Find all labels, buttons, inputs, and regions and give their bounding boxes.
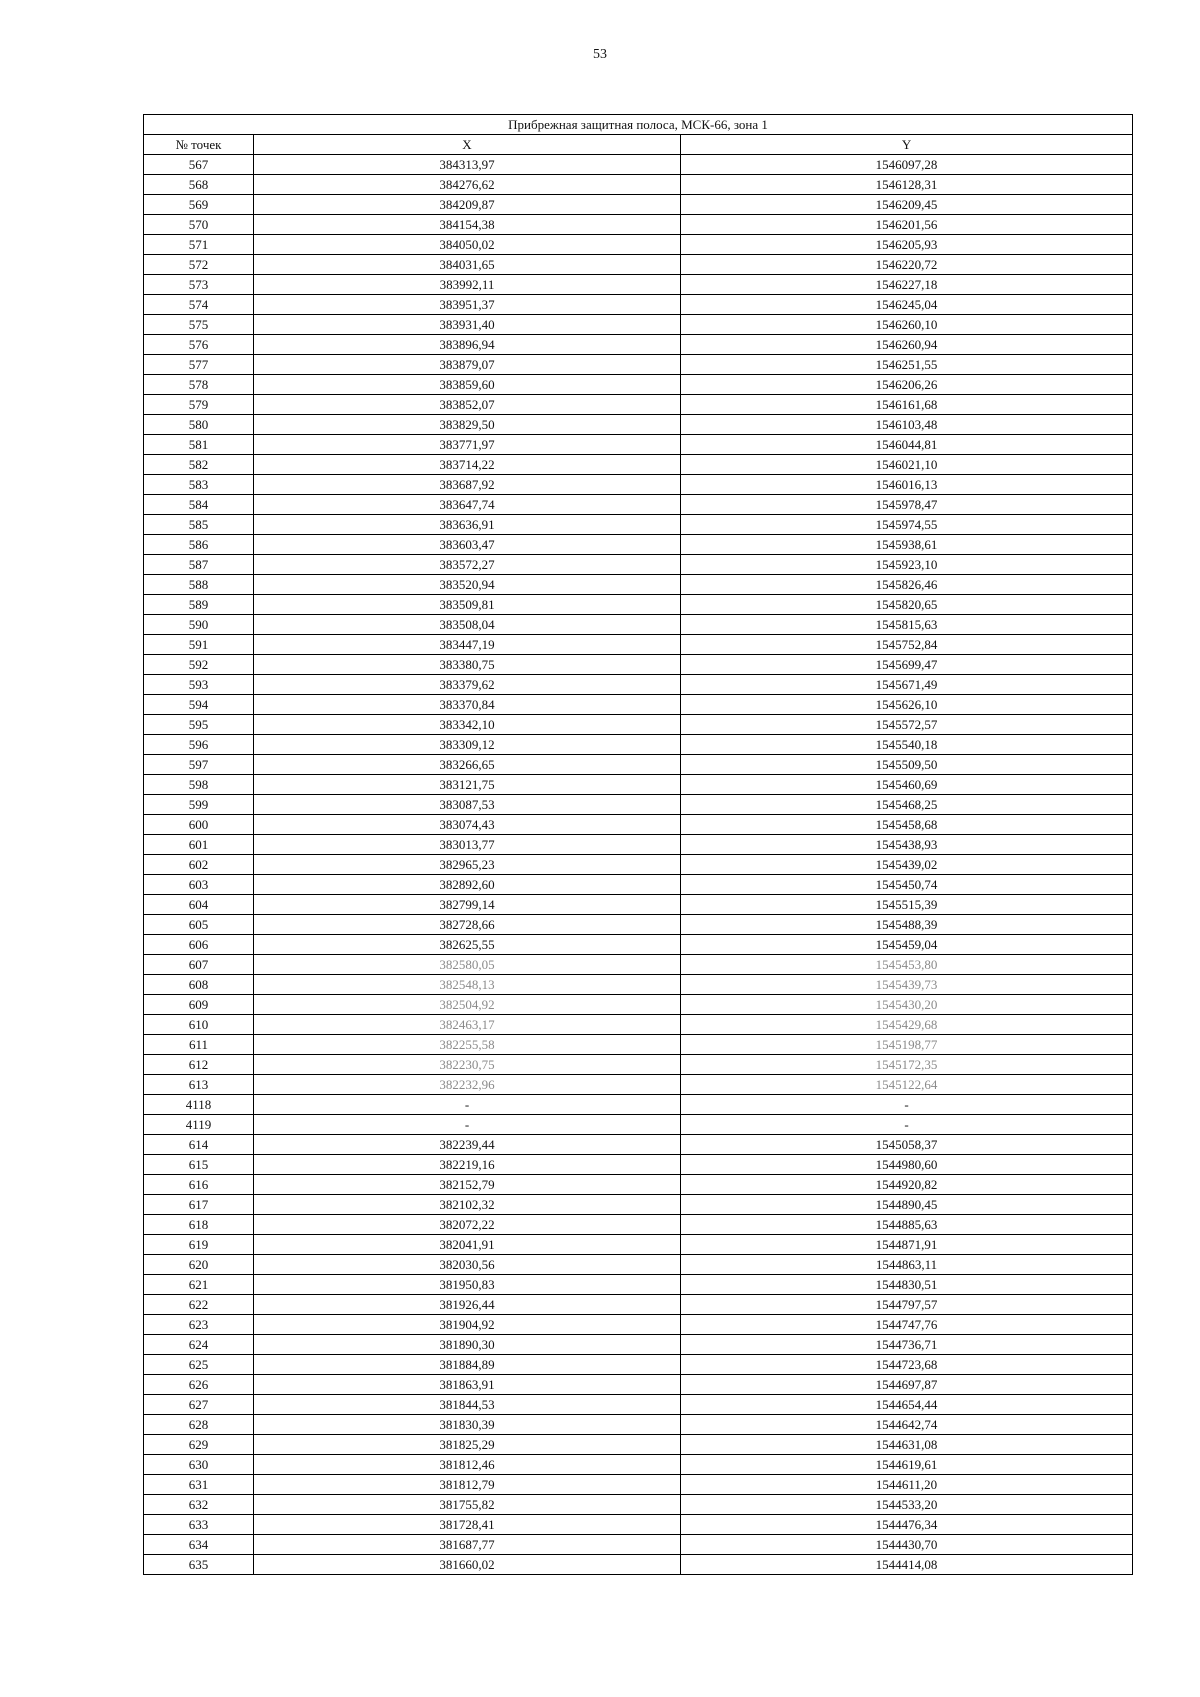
x-coordinate-cell: 381863,91: [254, 1375, 681, 1395]
y-coordinate-cell: 1544414,08: [681, 1555, 1133, 1575]
x-coordinate-cell: 382463,17: [254, 1015, 681, 1035]
y-coordinate-cell: 1544980,60: [681, 1155, 1133, 1175]
point-number-cell: 621: [144, 1275, 254, 1295]
table-row: [144, 1115, 1133, 1135]
point-number-cell: 588: [144, 575, 254, 595]
table-row: [144, 1555, 1133, 1575]
point-number-cell: 624: [144, 1335, 254, 1355]
table-row: [144, 695, 1133, 715]
table-row: [144, 335, 1133, 355]
table-row: [144, 955, 1133, 975]
point-number-cell: 606: [144, 935, 254, 955]
y-coordinate-cell: 1546251,55: [681, 355, 1133, 375]
table-row: [144, 375, 1133, 395]
x-coordinate-cell: 383714,22: [254, 455, 681, 475]
table-row: [144, 1315, 1133, 1335]
y-coordinate-cell: 1544619,61: [681, 1455, 1133, 1475]
point-number-cell: 597: [144, 755, 254, 775]
x-coordinate-cell: 382548,13: [254, 975, 681, 995]
x-coordinate-cell: 382504,92: [254, 995, 681, 1015]
point-number-cell: 614: [144, 1135, 254, 1155]
point-number-cell: 577: [144, 355, 254, 375]
table-row: [144, 975, 1133, 995]
point-number-cell: 613: [144, 1075, 254, 1095]
x-coordinate-cell: 381812,46: [254, 1455, 681, 1475]
x-coordinate-cell: 383879,07: [254, 355, 681, 375]
y-coordinate-cell: 1545430,20: [681, 995, 1133, 1015]
y-coordinate-cell: 1545439,73: [681, 975, 1133, 995]
point-number-cell: 579: [144, 395, 254, 415]
point-number-cell: 627: [144, 1395, 254, 1415]
table-row: [144, 1435, 1133, 1455]
y-coordinate-cell: 1546220,72: [681, 255, 1133, 275]
y-coordinate-cell: 1546161,68: [681, 395, 1133, 415]
x-coordinate-cell: 383931,40: [254, 315, 681, 335]
point-number-cell: 576: [144, 335, 254, 355]
table-row: [144, 895, 1133, 915]
y-coordinate-cell: 1544747,76: [681, 1315, 1133, 1335]
coordinates-table: [143, 114, 1133, 1575]
point-number-cell: 581: [144, 435, 254, 455]
y-coordinate-cell: 1544642,74: [681, 1415, 1133, 1435]
point-number-cell: 594: [144, 695, 254, 715]
y-coordinate-cell: 1544631,08: [681, 1435, 1133, 1455]
table-row: [144, 535, 1133, 555]
x-coordinate-cell: 383342,10: [254, 715, 681, 735]
table-row: [144, 515, 1133, 535]
y-coordinate-cell: 1545923,10: [681, 555, 1133, 575]
point-number-cell: 615: [144, 1155, 254, 1175]
table-row: [144, 1075, 1133, 1095]
table-row: [144, 1495, 1133, 1515]
y-coordinate-cell: 1544830,51: [681, 1275, 1133, 1295]
x-coordinate-cell: 381844,53: [254, 1395, 681, 1415]
y-coordinate-cell: 1546097,28: [681, 155, 1133, 175]
x-coordinate-cell: 381660,02: [254, 1555, 681, 1575]
x-coordinate-cell: 383992,11: [254, 275, 681, 295]
point-number-cell: 601: [144, 835, 254, 855]
y-coordinate-cell: 1545699,47: [681, 655, 1133, 675]
table-row: [144, 1035, 1133, 1055]
point-number-cell: 4119: [144, 1115, 254, 1135]
y-coordinate-cell: 1545429,68: [681, 1015, 1133, 1035]
table-row: [144, 475, 1133, 495]
table-row: [144, 435, 1133, 455]
x-coordinate-cell: 381884,89: [254, 1355, 681, 1375]
x-coordinate-cell: 383636,91: [254, 515, 681, 535]
x-coordinate-cell: 381830,39: [254, 1415, 681, 1435]
table-row: [144, 555, 1133, 575]
x-coordinate-cell: 382255,58: [254, 1035, 681, 1055]
y-coordinate-cell: 1546201,56: [681, 215, 1133, 235]
y-coordinate-cell: 1544611,20: [681, 1475, 1133, 1495]
x-coordinate-cell: 383121,75: [254, 775, 681, 795]
y-coordinate-cell: 1545488,39: [681, 915, 1133, 935]
table-row: [144, 1515, 1133, 1535]
y-coordinate-cell: 1546016,13: [681, 475, 1133, 495]
x-coordinate-cell: 382728,66: [254, 915, 681, 935]
point-number-cell: 622: [144, 1295, 254, 1315]
point-number-cell: 590: [144, 615, 254, 635]
table-caption-row: [144, 115, 1133, 135]
point-number-cell: 608: [144, 975, 254, 995]
y-coordinate-cell: 1546260,10: [681, 315, 1133, 335]
table-row: [144, 315, 1133, 335]
y-coordinate-cell: 1544654,44: [681, 1395, 1133, 1415]
y-coordinate-cell: 1544871,91: [681, 1235, 1133, 1255]
point-number-cell: 630: [144, 1455, 254, 1475]
table-row: [144, 295, 1133, 315]
point-number-cell: 589: [144, 595, 254, 615]
y-coordinate-cell: 1546209,45: [681, 195, 1133, 215]
table-row: [144, 675, 1133, 695]
column-header-point-number: № точек: [144, 135, 254, 155]
y-coordinate-cell: 1546128,31: [681, 175, 1133, 195]
point-number-cell: 598: [144, 775, 254, 795]
x-coordinate-cell: 383266,65: [254, 755, 681, 775]
y-coordinate-cell: 1545450,74: [681, 875, 1133, 895]
table-row: [144, 155, 1133, 175]
table-row: [144, 795, 1133, 815]
table-row: [144, 875, 1133, 895]
table-row: [144, 1295, 1133, 1315]
y-coordinate-cell: 1544697,87: [681, 1375, 1133, 1395]
table-row: [144, 1155, 1133, 1175]
x-coordinate-cell: 381687,77: [254, 1535, 681, 1555]
x-coordinate-cell: 381755,82: [254, 1495, 681, 1515]
x-coordinate-cell: 383647,74: [254, 495, 681, 515]
y-coordinate-cell: 1544885,63: [681, 1215, 1133, 1235]
table-row: [144, 775, 1133, 795]
x-coordinate-cell: 383087,53: [254, 795, 681, 815]
x-coordinate-cell: 383572,27: [254, 555, 681, 575]
table-row: [144, 915, 1133, 935]
y-coordinate-cell: 1544723,68: [681, 1355, 1133, 1375]
x-coordinate-cell: 384313,97: [254, 155, 681, 175]
table-body: [144, 155, 1133, 1575]
y-coordinate-cell: 1545058,37: [681, 1135, 1133, 1155]
point-number-cell: 610: [144, 1015, 254, 1035]
y-coordinate-cell: 1546044,81: [681, 435, 1133, 455]
y-coordinate-cell: 1545540,18: [681, 735, 1133, 755]
point-number-cell: 568: [144, 175, 254, 195]
table-row: [144, 395, 1133, 415]
y-coordinate-cell: 1545459,04: [681, 935, 1133, 955]
x-coordinate-cell: 382965,23: [254, 855, 681, 875]
table-row: [144, 1415, 1133, 1435]
y-coordinate-cell: 1545820,65: [681, 595, 1133, 615]
y-coordinate-cell: 1545626,10: [681, 695, 1133, 715]
y-coordinate-cell: 1545515,39: [681, 895, 1133, 915]
point-number-cell: 596: [144, 735, 254, 755]
point-number-cell: 591: [144, 635, 254, 655]
point-number-cell: 603: [144, 875, 254, 895]
point-number-cell: 625: [144, 1355, 254, 1375]
point-number-cell: 604: [144, 895, 254, 915]
table-caption: Прибрежная защитная полоса, МСК-66, зона 1: [144, 115, 1133, 135]
table-row: [144, 175, 1133, 195]
point-number-cell: 629: [144, 1435, 254, 1455]
table-row: [144, 1195, 1133, 1215]
x-coordinate-cell: 382232,96: [254, 1075, 681, 1095]
point-number-cell: 618: [144, 1215, 254, 1235]
table-row: [144, 815, 1133, 835]
point-number-cell: 631: [144, 1475, 254, 1495]
table-row: [144, 1235, 1133, 1255]
x-coordinate-cell: 383074,43: [254, 815, 681, 835]
x-coordinate-cell: 381825,29: [254, 1435, 681, 1455]
table-header-row: [144, 135, 1133, 155]
y-coordinate-cell: -: [681, 1095, 1133, 1115]
point-number-cell: 611: [144, 1035, 254, 1055]
table-row: [144, 275, 1133, 295]
x-coordinate-cell: 382041,91: [254, 1235, 681, 1255]
y-coordinate-cell: 1544890,45: [681, 1195, 1133, 1215]
x-coordinate-cell: 383379,62: [254, 675, 681, 695]
y-coordinate-cell: 1545572,57: [681, 715, 1133, 735]
y-coordinate-cell: 1545815,63: [681, 615, 1133, 635]
y-coordinate-cell: 1545453,80: [681, 955, 1133, 975]
x-coordinate-cell: 381926,44: [254, 1295, 681, 1315]
table-row: [144, 755, 1133, 775]
point-number-cell: 583: [144, 475, 254, 495]
point-number-cell: 584: [144, 495, 254, 515]
point-number-cell: 578: [144, 375, 254, 395]
column-header-y: Y: [681, 135, 1133, 155]
point-number-cell: 612: [144, 1055, 254, 1075]
point-number-cell: 574: [144, 295, 254, 315]
x-coordinate-cell: 383603,47: [254, 535, 681, 555]
x-coordinate-cell: 383509,81: [254, 595, 681, 615]
point-number-cell: 628: [144, 1415, 254, 1435]
point-number-cell: 587: [144, 555, 254, 575]
x-coordinate-cell: 384031,65: [254, 255, 681, 275]
table-row: [144, 615, 1133, 635]
table-row: [144, 1215, 1133, 1235]
x-coordinate-cell: 383508,04: [254, 615, 681, 635]
point-number-cell: 570: [144, 215, 254, 235]
table-row: [144, 715, 1133, 735]
x-coordinate-cell: 382030,56: [254, 1255, 681, 1275]
x-coordinate-cell: 381904,92: [254, 1315, 681, 1335]
column-header-x: X: [254, 135, 681, 155]
x-coordinate-cell: 382580,05: [254, 955, 681, 975]
point-number-cell: 633: [144, 1515, 254, 1535]
y-coordinate-cell: 1544533,20: [681, 1495, 1133, 1515]
table-row: [144, 235, 1133, 255]
point-number-cell: 600: [144, 815, 254, 835]
x-coordinate-cell: 383829,50: [254, 415, 681, 435]
y-coordinate-cell: 1544797,57: [681, 1295, 1133, 1315]
point-number-cell: 607: [144, 955, 254, 975]
x-coordinate-cell: 383896,94: [254, 335, 681, 355]
x-coordinate-cell: 383771,97: [254, 435, 681, 455]
x-coordinate-cell: 383013,77: [254, 835, 681, 855]
point-number-cell: 593: [144, 675, 254, 695]
y-coordinate-cell: 1546205,93: [681, 235, 1133, 255]
x-coordinate-cell: -: [254, 1115, 681, 1135]
x-coordinate-cell: 384209,87: [254, 195, 681, 215]
y-coordinate-cell: 1545468,25: [681, 795, 1133, 815]
table-row: [144, 995, 1133, 1015]
y-coordinate-cell: 1544736,71: [681, 1335, 1133, 1355]
y-coordinate-cell: 1545509,50: [681, 755, 1133, 775]
y-coordinate-cell: 1545826,46: [681, 575, 1133, 595]
x-coordinate-cell: 381728,41: [254, 1515, 681, 1535]
y-coordinate-cell: 1545974,55: [681, 515, 1133, 535]
y-coordinate-cell: 1545439,02: [681, 855, 1133, 875]
y-coordinate-cell: 1545122,64: [681, 1075, 1133, 1095]
y-coordinate-cell: 1545460,69: [681, 775, 1133, 795]
y-coordinate-cell: 1545938,61: [681, 535, 1133, 555]
y-coordinate-cell: 1545752,84: [681, 635, 1133, 655]
x-coordinate-cell: 383447,19: [254, 635, 681, 655]
point-number-cell: 572: [144, 255, 254, 275]
point-number-cell: 620: [144, 1255, 254, 1275]
point-number-cell: 585: [144, 515, 254, 535]
page-number: 53: [593, 47, 607, 62]
y-coordinate-cell: 1546227,18: [681, 275, 1133, 295]
table-row: [144, 575, 1133, 595]
x-coordinate-cell: 384050,02: [254, 235, 681, 255]
table-row: [144, 835, 1133, 855]
point-number-cell: 582: [144, 455, 254, 475]
x-coordinate-cell: 382230,75: [254, 1055, 681, 1075]
table-row: [144, 1055, 1133, 1075]
y-coordinate-cell: 1546021,10: [681, 455, 1133, 475]
x-coordinate-cell: 382219,16: [254, 1155, 681, 1175]
point-number-cell: 617: [144, 1195, 254, 1215]
point-number-cell: 586: [144, 535, 254, 555]
table-row: [144, 415, 1133, 435]
x-coordinate-cell: 382239,44: [254, 1135, 681, 1155]
table-row: [144, 1015, 1133, 1035]
table-row: [144, 455, 1133, 475]
point-number-cell: 4118: [144, 1095, 254, 1115]
y-coordinate-cell: 1546206,26: [681, 375, 1133, 395]
x-coordinate-cell: 383859,60: [254, 375, 681, 395]
y-coordinate-cell: -: [681, 1115, 1133, 1135]
x-coordinate-cell: 384276,62: [254, 175, 681, 195]
x-coordinate-cell: 382799,14: [254, 895, 681, 915]
point-number-cell: 599: [144, 795, 254, 815]
point-number-cell: 595: [144, 715, 254, 735]
x-coordinate-cell: 382152,79: [254, 1175, 681, 1195]
y-coordinate-cell: 1544476,34: [681, 1515, 1133, 1535]
x-coordinate-cell: 381890,30: [254, 1335, 681, 1355]
y-coordinate-cell: 1546260,94: [681, 335, 1133, 355]
table-row: [144, 1355, 1133, 1375]
x-coordinate-cell: 382102,32: [254, 1195, 681, 1215]
table-row: [144, 1255, 1133, 1275]
x-coordinate-cell: 382072,22: [254, 1215, 681, 1235]
table-row: [144, 1535, 1133, 1555]
table-row: [144, 1275, 1133, 1295]
point-number-cell: 609: [144, 995, 254, 1015]
table-row: [144, 595, 1133, 615]
y-coordinate-cell: 1545978,47: [681, 495, 1133, 515]
y-coordinate-cell: 1545438,93: [681, 835, 1133, 855]
y-coordinate-cell: 1545198,77: [681, 1035, 1133, 1055]
table-row: [144, 1175, 1133, 1195]
y-coordinate-cell: 1545671,49: [681, 675, 1133, 695]
x-coordinate-cell: 382625,55: [254, 935, 681, 955]
table-row: [144, 855, 1133, 875]
table-row: [144, 1135, 1133, 1155]
x-coordinate-cell: 384154,38: [254, 215, 681, 235]
y-coordinate-cell: 1544430,70: [681, 1535, 1133, 1555]
x-coordinate-cell: 383370,84: [254, 695, 681, 715]
table-row: [144, 1335, 1133, 1355]
y-coordinate-cell: 1544920,82: [681, 1175, 1133, 1195]
point-number-cell: 571: [144, 235, 254, 255]
x-coordinate-cell: 383951,37: [254, 295, 681, 315]
table-row: [144, 255, 1133, 275]
point-number-cell: 626: [144, 1375, 254, 1395]
y-coordinate-cell: 1545458,68: [681, 815, 1133, 835]
x-coordinate-cell: -: [254, 1095, 681, 1115]
point-number-cell: 619: [144, 1235, 254, 1255]
table-row: [144, 1095, 1133, 1115]
point-number-cell: 605: [144, 915, 254, 935]
table-row: [144, 935, 1133, 955]
x-coordinate-cell: 382892,60: [254, 875, 681, 895]
x-coordinate-cell: 383309,12: [254, 735, 681, 755]
table-row: [144, 1455, 1133, 1475]
table-row: [144, 1375, 1133, 1395]
table-row: [144, 655, 1133, 675]
table-row: [144, 635, 1133, 655]
x-coordinate-cell: 381812,79: [254, 1475, 681, 1495]
x-coordinate-cell: 383687,92: [254, 475, 681, 495]
y-coordinate-cell: 1546103,48: [681, 415, 1133, 435]
point-number-cell: 602: [144, 855, 254, 875]
point-number-cell: 580: [144, 415, 254, 435]
x-coordinate-cell: 383380,75: [254, 655, 681, 675]
point-number-cell: 569: [144, 195, 254, 215]
y-coordinate-cell: 1544863,11: [681, 1255, 1133, 1275]
point-number-cell: 634: [144, 1535, 254, 1555]
point-number-cell: 623: [144, 1315, 254, 1335]
y-coordinate-cell: 1545172,35: [681, 1055, 1133, 1075]
point-number-cell: 616: [144, 1175, 254, 1195]
point-number-cell: 567: [144, 155, 254, 175]
table-row: [144, 195, 1133, 215]
table-row: [144, 215, 1133, 235]
table-row: [144, 1475, 1133, 1495]
point-number-cell: 573: [144, 275, 254, 295]
x-coordinate-cell: 383520,94: [254, 575, 681, 595]
y-coordinate-cell: 1546245,04: [681, 295, 1133, 315]
point-number-cell: 635: [144, 1555, 254, 1575]
table-row: [144, 1395, 1133, 1415]
x-coordinate-cell: 383852,07: [254, 395, 681, 415]
table-row: [144, 355, 1133, 375]
point-number-cell: 575: [144, 315, 254, 335]
point-number-cell: 592: [144, 655, 254, 675]
point-number-cell: 632: [144, 1495, 254, 1515]
table-row: [144, 495, 1133, 515]
table-row: [144, 735, 1133, 755]
x-coordinate-cell: 381950,83: [254, 1275, 681, 1295]
